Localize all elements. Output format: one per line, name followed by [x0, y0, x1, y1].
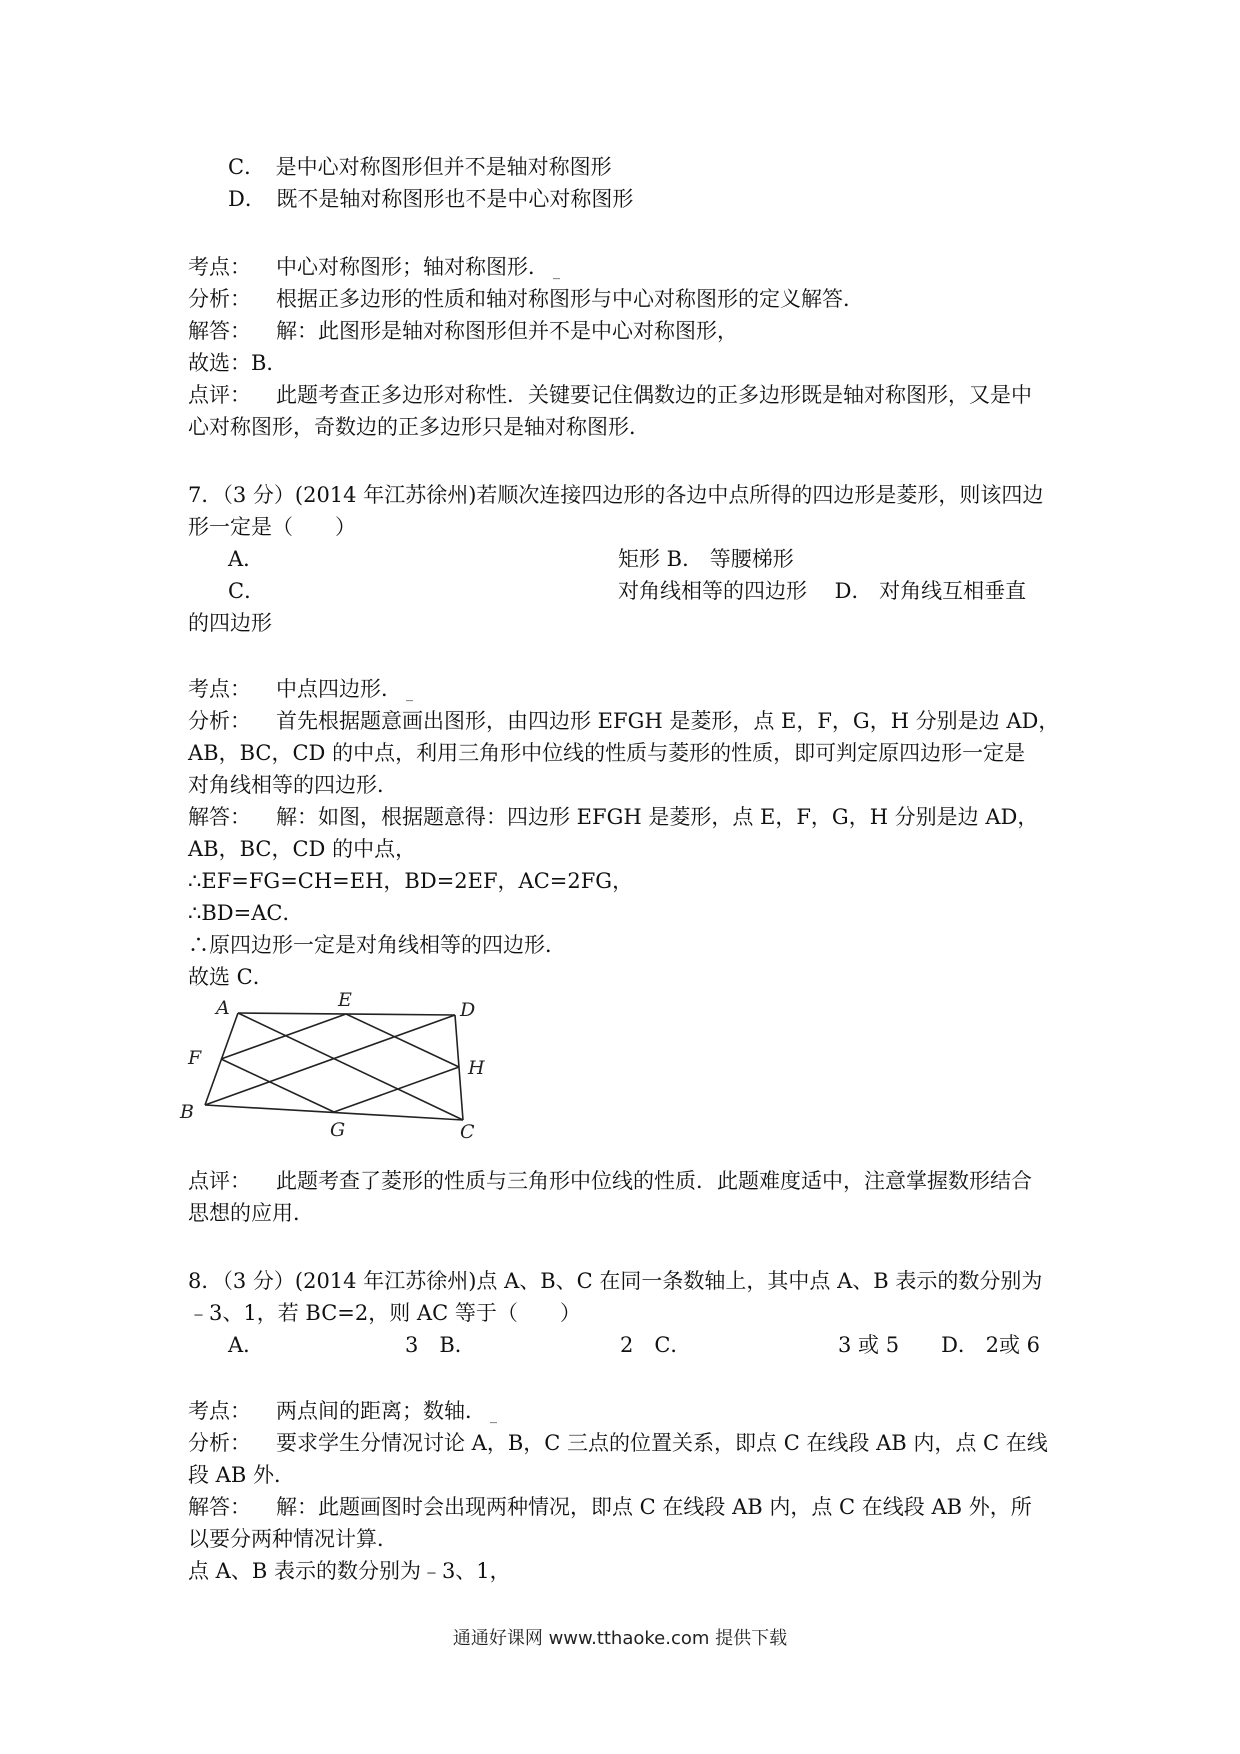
q8-jieda: [188, 1492, 1032, 1522]
label-b: B: [180, 1101, 194, 1123]
q8-option-d: 3 或 5 D． 2或 6: [838, 1333, 1040, 1357]
fenxi-label: 分析：: [188, 709, 251, 733]
q7-fenxi-cont-1: AB，BC，CD 的中点，利用三角形中位线的性质与菱形的性质，即可判定原四边形一定是: [188, 741, 1026, 765]
q8-option-c: 2 C．: [620, 1333, 692, 1357]
label-e: E: [338, 989, 352, 1011]
q8-option-a: A．: [228, 1333, 265, 1357]
q6-dianping: [188, 380, 1032, 410]
kaodian-label: 考点：: [188, 677, 251, 701]
q8-jieda-line-3: 点 A、B 表示的数分别为﹣3、1，: [188, 1559, 511, 1583]
fenxi-text: 根据正多边形的性质和轴对称图形与中心对称图形的定义解答．: [276, 287, 864, 311]
q7-option-a-label: A．: [228, 547, 265, 571]
diagonal-ac: [238, 1013, 463, 1120]
jieda-text: 解：此图形是轴对称图形但并不是中心对称图形，: [276, 319, 738, 343]
segment-fg: [221, 1059, 334, 1112]
q7-stem: 7．（3 分）(2014 年江苏徐州)若顺次连接四边形的各边中点所得的四边形是菱形，则该四边: [188, 483, 1044, 507]
q6-fenxi: [188, 284, 864, 314]
q8-kaodian: [188, 1396, 497, 1431]
jieda-label: 解答：: [188, 319, 251, 343]
label-d: D: [460, 999, 476, 1021]
jieda-text: 解：此题画图时会出现两种情况，即点 C 在线段 AB 内，点 C 在线段 AB 外，所: [276, 1495, 1032, 1519]
q7-option-c-text: 对角线相等的四边形 D． 对角线互相垂直: [618, 579, 1027, 603]
label-c: C: [460, 1121, 475, 1143]
kaodian-text: 中心对称图形；轴对称图形．: [276, 255, 549, 279]
kaodian-label: 考点：: [188, 255, 251, 279]
q7-option-a-text: 矩形 B． 等腰梯形: [618, 547, 794, 571]
label-a: A: [216, 997, 230, 1019]
label-f: F: [188, 1047, 202, 1069]
page-footer: 通通好课网 www.tthaoke.com 提供下载: [452, 1628, 788, 1649]
q7-option-tail: 的四边形: [188, 611, 272, 635]
jieda-text: 解：如图，根据题意得：四边形 EFGH 是菱形，点 E，F，G，H 分别是边 AD，: [276, 805, 1039, 829]
q7-stem-cont: 形一定是（ ）: [188, 515, 356, 539]
kaodian-text: 中点四边形．: [276, 677, 402, 701]
q6-jieda: [188, 316, 738, 346]
q7-fenxi: [188, 706, 1059, 736]
q8-stem-cont: ﹣3、1，若 BC=2，则 AC 等于（ ）: [188, 1301, 581, 1325]
q8-stem: 8．（3 分）(2014 年江苏徐州)点 A、B、C 在同一条数轴上，其中点 A、B 表示的数分别为: [188, 1269, 1043, 1293]
diagonal-bd: [205, 1015, 455, 1105]
edge-bc: [205, 1105, 463, 1120]
q7-jieda-line-3: ∴EF=FG=CH=EH，BD=2EF，AC=2FG，: [188, 869, 634, 893]
q6-kaodian: [188, 252, 560, 287]
dash-mark: _: [406, 686, 413, 702]
q8-jieda-line-2: 以要分两种情况计算．: [188, 1527, 398, 1551]
q7-jieda-line-4: ∴BD=AC．: [188, 901, 304, 925]
segment-hg: [334, 1067, 459, 1112]
dash-mark: _: [553, 264, 560, 280]
q7-dianping-cont: 思想的应用．: [188, 1201, 314, 1225]
q7-dianping: [188, 1166, 1032, 1196]
q8-fenxi: [188, 1428, 1048, 1458]
segment-ef: [221, 1014, 346, 1059]
fenxi-text: 首先根据题意画出图形，由四边形 EFGH 是菱形，点 E，F，G，H 分别是边 AD，: [276, 709, 1060, 733]
q7-kaodian: [188, 674, 413, 709]
jieda-label: 解答：: [188, 1495, 251, 1519]
quadrilateral-figure: [180, 989, 488, 1158]
q7-jieda-line-2: AB，BC，CD 的中点，: [188, 837, 417, 861]
q8-fenxi-cont: 段 AB 外．: [188, 1463, 295, 1487]
dash-mark: _: [490, 1408, 497, 1424]
kaodian-label: 考点：: [188, 1399, 251, 1423]
q7-jieda: [188, 802, 1038, 832]
dianping-text: 此题考查了菱形的性质与三角形中位线的性质．此题难度适中，注意掌握数形结合: [276, 1169, 1032, 1193]
segment-eh: [346, 1014, 459, 1067]
label-h: H: [468, 1057, 485, 1079]
jieda-label: 解答：: [188, 805, 251, 829]
q6-option-d: D． 既不是轴对称图形也不是中心对称图形: [228, 187, 634, 211]
fenxi-label: 分析：: [188, 1431, 251, 1455]
q7-option-c-label: C．: [228, 579, 266, 603]
quadrilateral-svg: [180, 989, 488, 1158]
dianping-label: 点评：: [188, 383, 251, 407]
fenxi-text: 要求学生分情况讨论 A，B，C 三点的位置关系，即点 C 在线段 AB 内，点 C 在线: [276, 1431, 1048, 1455]
dianping-text: 此题考查正多边形对称性．关键要记住偶数边的正多边形既是轴对称图形，又是中: [276, 383, 1032, 407]
kaodian-text: 两点间的距离；数轴．: [276, 1399, 486, 1423]
label-g: G: [330, 1119, 346, 1141]
q6-guxuan: 故选：B．: [188, 351, 288, 375]
fenxi-label: 分析：: [188, 287, 251, 311]
q7-jieda-line-5: ∴原四边形一定是对角线相等的四边形．: [188, 933, 566, 957]
q7-fenxi-cont-2: 对角线相等的四边形．: [188, 773, 398, 797]
q7-guxuan: 故选 C．: [188, 965, 274, 989]
q8-option-b: 3 B．: [405, 1333, 476, 1357]
dianping-label: 点评：: [188, 1169, 251, 1193]
q6-option-c: C． 是中心对称图形但并不是轴对称图形: [228, 155, 612, 179]
q6-dianping-cont: 心对称图形，奇数边的正多边形只是轴对称图形．: [188, 415, 650, 439]
